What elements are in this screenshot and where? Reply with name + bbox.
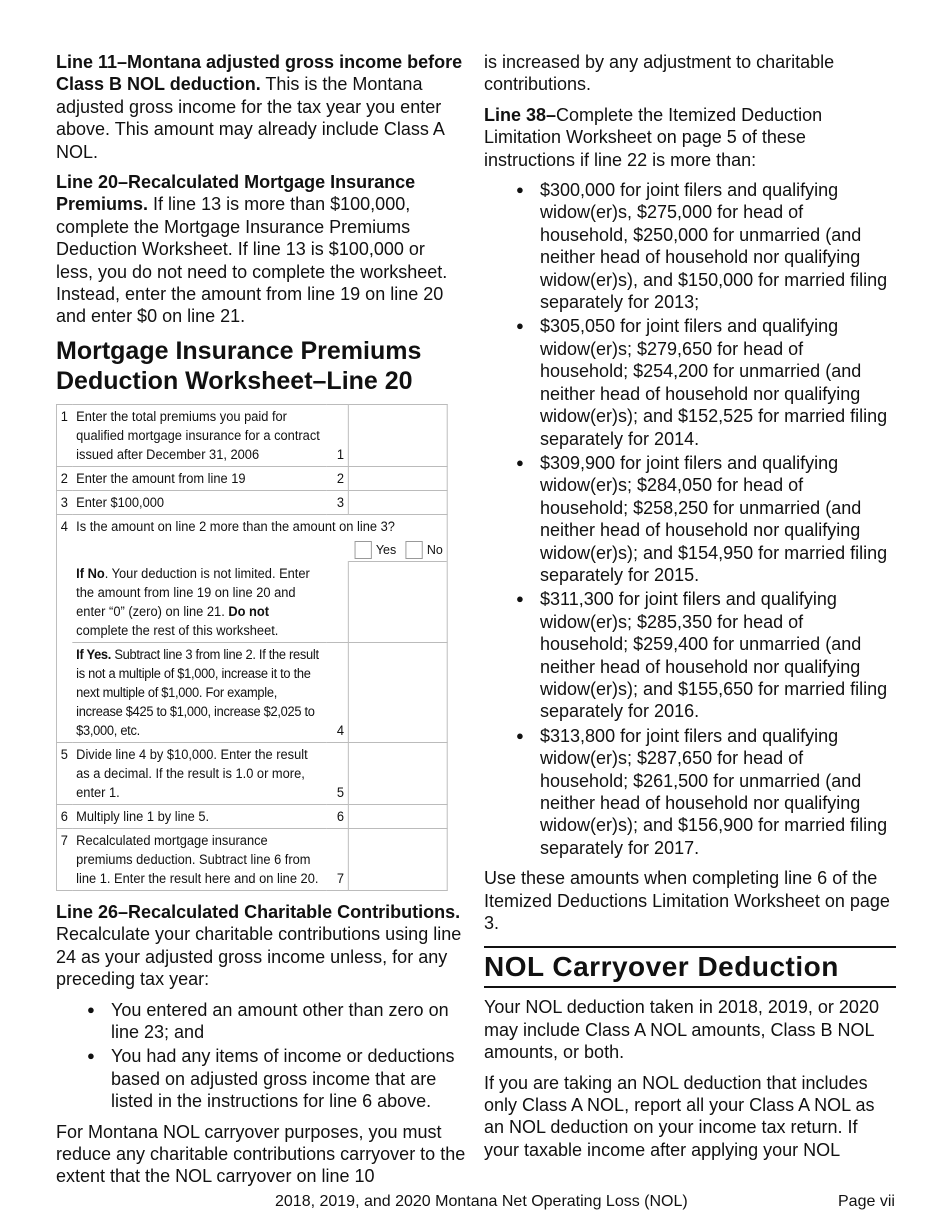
footer-title: 2018, 2019, and 2020 Montana Net Operating Loss (NOL)	[275, 1193, 688, 1210]
line26-body: Recalculate your charitable contributions using line 24 as your adjusted gross income unless, for any preceding tax year:	[56, 924, 462, 990]
line-number: 1	[327, 404, 349, 466]
line-number: 6	[327, 804, 349, 828]
line-number	[327, 562, 349, 643]
no-option[interactable]	[406, 540, 443, 560]
row-text: Divide line 4 by $10,000. Enter the result as a decimal. If the result is 1.0 or more, enter 1.	[72, 742, 326, 804]
line38-paragraph	[484, 104, 896, 171]
row-number: 6	[56, 804, 72, 828]
row-number: 5	[56, 742, 72, 804]
list-item: ● You entered an amount other than zero on line 23; and	[111, 999, 466, 1044]
row-number	[56, 562, 72, 643]
list-item: ● $305,050 for joint filers and qualifying widow(er)s; $279,650 for head of household; $254,200 for unmarried (and neither head of household nor qualifying widow(er)s); and $152,525 for married filing separately for 2014.	[540, 315, 896, 449]
if-no-tail: complete the rest of this worksheet.	[76, 622, 279, 638]
carryover-paragraph: For Montana NOL carryover purposes, you must reduce any charitable contributions carryover to the extent that the NOL carryover on line 10	[56, 1121, 466, 1187]
worksheet-row	[56, 514, 447, 562]
yes-checkbox[interactable]	[355, 541, 372, 559]
if-no-body: . Your deduction is not limited. Enter the amount from line 19 on line 20 and enter “0” (zero) on line 21.	[76, 565, 310, 619]
line-number: 3	[327, 490, 349, 514]
row-text: Recalculated mortgage insurance premiums deduction. Subtract line 6 from line 1. Enter the result here and on line 20.	[72, 828, 326, 890]
amount-field-line4[interactable]	[348, 642, 447, 742]
amount-field-line1[interactable]	[348, 404, 447, 466]
worksheet-row	[56, 562, 447, 643]
line20-paragraph	[56, 171, 466, 328]
amount-field-line3[interactable]	[348, 490, 447, 514]
list-item: ● You had any items of income or deductions based on adjusted gross income that are listed in the instructions for line 6 above.	[111, 1045, 466, 1112]
list-item: ● $311,300 for joint filers and qualifying widow(er)s; $285,350 for head of household; $259,400 for unmarried (and neither head of household nor qualifying widow(er)s); and $155,650 for married filing separately for 2016.	[540, 588, 896, 722]
if-yes-heading: If Yes.	[76, 646, 112, 662]
line11-body: This is the Montana adjusted gross income for the tax year you enter above. This amount may already include Class A NOL.	[56, 74, 444, 162]
worksheet-row	[56, 742, 447, 804]
if-yes-text	[72, 642, 326, 742]
row-number: 4	[56, 514, 72, 562]
list-item: ● $313,800 for joint filers and qualifying widow(er)s; $287,650 for head of household; $261,500 for unmarried (and neither head of household nor qualifying widow(er)s); and $156,900 for married filing separately for 2017.	[540, 725, 896, 859]
row-text	[72, 514, 447, 562]
if-no-heading: If No	[76, 565, 105, 581]
yes-label: Yes	[375, 541, 397, 557]
if-yes-body: Subtract line 3 from line 2. If the result is not a multiple of $1,000, increase it to the next multiple of $1,000. For example, increase $425 to $1,000, increase $2,025 to $3,000, etc.	[76, 646, 319, 738]
use-amounts-paragraph: Use these amounts when completing line 6 of the Itemized Deductions Limitation Worksheet on page 3.	[484, 868, 890, 934]
line-number: 7	[327, 828, 349, 890]
row-number: 3	[56, 490, 72, 514]
worksheet-row	[56, 490, 447, 514]
line11-paragraph	[56, 51, 466, 163]
worksheet-row	[56, 466, 447, 490]
line-number: 5	[327, 742, 349, 804]
row-number: 2	[56, 466, 72, 490]
amount-field-if-no[interactable]	[348, 562, 447, 643]
line-number: 4	[327, 642, 349, 742]
line20-body: If line 13 is more than $100,000, complete the Mortgage Insurance Premiums Deduction Worksheet. If line 13 is $100,000 or less, you do not need to complete the worksheet. Instead, enter the amount from line 19 on line 20 and enter $0 on line 21.	[56, 194, 448, 327]
worksheet-row	[56, 404, 447, 466]
section-heading: NOL Carryover Deduction	[484, 946, 896, 988]
line26-bullet-list	[56, 999, 466, 1113]
if-no-emphasis: Do not	[228, 603, 270, 619]
row-text: Enter $100,000	[72, 490, 326, 514]
left-column	[56, 51, 466, 1196]
amount-field-line7[interactable]	[348, 828, 447, 890]
worksheet-row	[56, 642, 447, 742]
row-text: Enter the amount from line 19	[72, 466, 326, 490]
row-text: Enter the total premiums you paid for qualified mortgage insurance for a contract issued after December 31, 2006	[72, 404, 326, 466]
list-item: ● $300,000 for joint filers and qualifying widow(er)s, $275,000 for head of household, $250,000 for unmarried (and neither head of household nor qualifying widow(er)s), and $150,000 for married filing separately for 2013;	[540, 179, 896, 313]
line20-heading: Line 20–Recalculated Mortgage Insurance Premiums.	[56, 172, 416, 215]
line26-heading: Line 26–Recalculated Charitable Contributions.	[56, 901, 461, 922]
row-number	[56, 642, 72, 742]
row-number: 1	[56, 404, 72, 466]
if-no-text	[72, 562, 326, 643]
row-number: 7	[56, 828, 72, 890]
amount-field-line6[interactable]	[348, 804, 447, 828]
row-text: Multiply line 1 by line 5.	[72, 804, 326, 828]
worksheet-row	[56, 804, 447, 828]
worksheet-title: Mortgage Insurance Premiums Deduction Worksheet–Line 20	[56, 336, 422, 395]
line38-heading: Line 38–	[484, 104, 557, 125]
nol-paragraph-1: Your NOL deduction taken in 2018, 2019, or 2020 may include Class A NOL amounts, Class B NOL amounts, or both.	[484, 997, 879, 1063]
list-item: ● $309,900 for joint filers and qualifying widow(er)s; $284,050 for head of household; $258,250 for unmarried (and neither head of household nor qualifying widow(er)s); and $154,950 for married filing separately for 2015.	[540, 452, 896, 586]
line11-heading: Line 11–Montana adjusted gross income before Class B NOL deduction.	[56, 52, 463, 95]
nol-paragraph-2: If you are taking an NOL deduction that includes only Class A NOL, report all your Class A NOL as an NOL deduction on your income tax return. If your taxable income after applying your NOL	[484, 1072, 875, 1160]
yes-no-choice	[76, 540, 443, 560]
yes-option[interactable]	[355, 540, 396, 560]
page-number: Page vii	[838, 1193, 895, 1210]
question-text: Is the amount on line 2 more than the amount on line 3?	[76, 518, 395, 534]
no-label: No	[426, 541, 443, 557]
right-column	[484, 51, 896, 1169]
amount-field-line5[interactable]	[348, 742, 447, 804]
worksheet-row	[56, 828, 447, 890]
continued-paragraph: is increased by any adjustment to charitable contributions.	[484, 52, 835, 95]
line26-paragraph	[56, 901, 466, 991]
worksheet-table	[56, 404, 448, 891]
no-checkbox[interactable]	[406, 541, 423, 559]
threshold-bullet-list	[484, 179, 896, 859]
amount-field-line2[interactable]	[348, 466, 447, 490]
line-number: 2	[327, 466, 349, 490]
line38-body: Complete the Itemized Deduction Limitation Worksheet on page 5 of these instructions if line 22 is more than:	[484, 104, 823, 170]
